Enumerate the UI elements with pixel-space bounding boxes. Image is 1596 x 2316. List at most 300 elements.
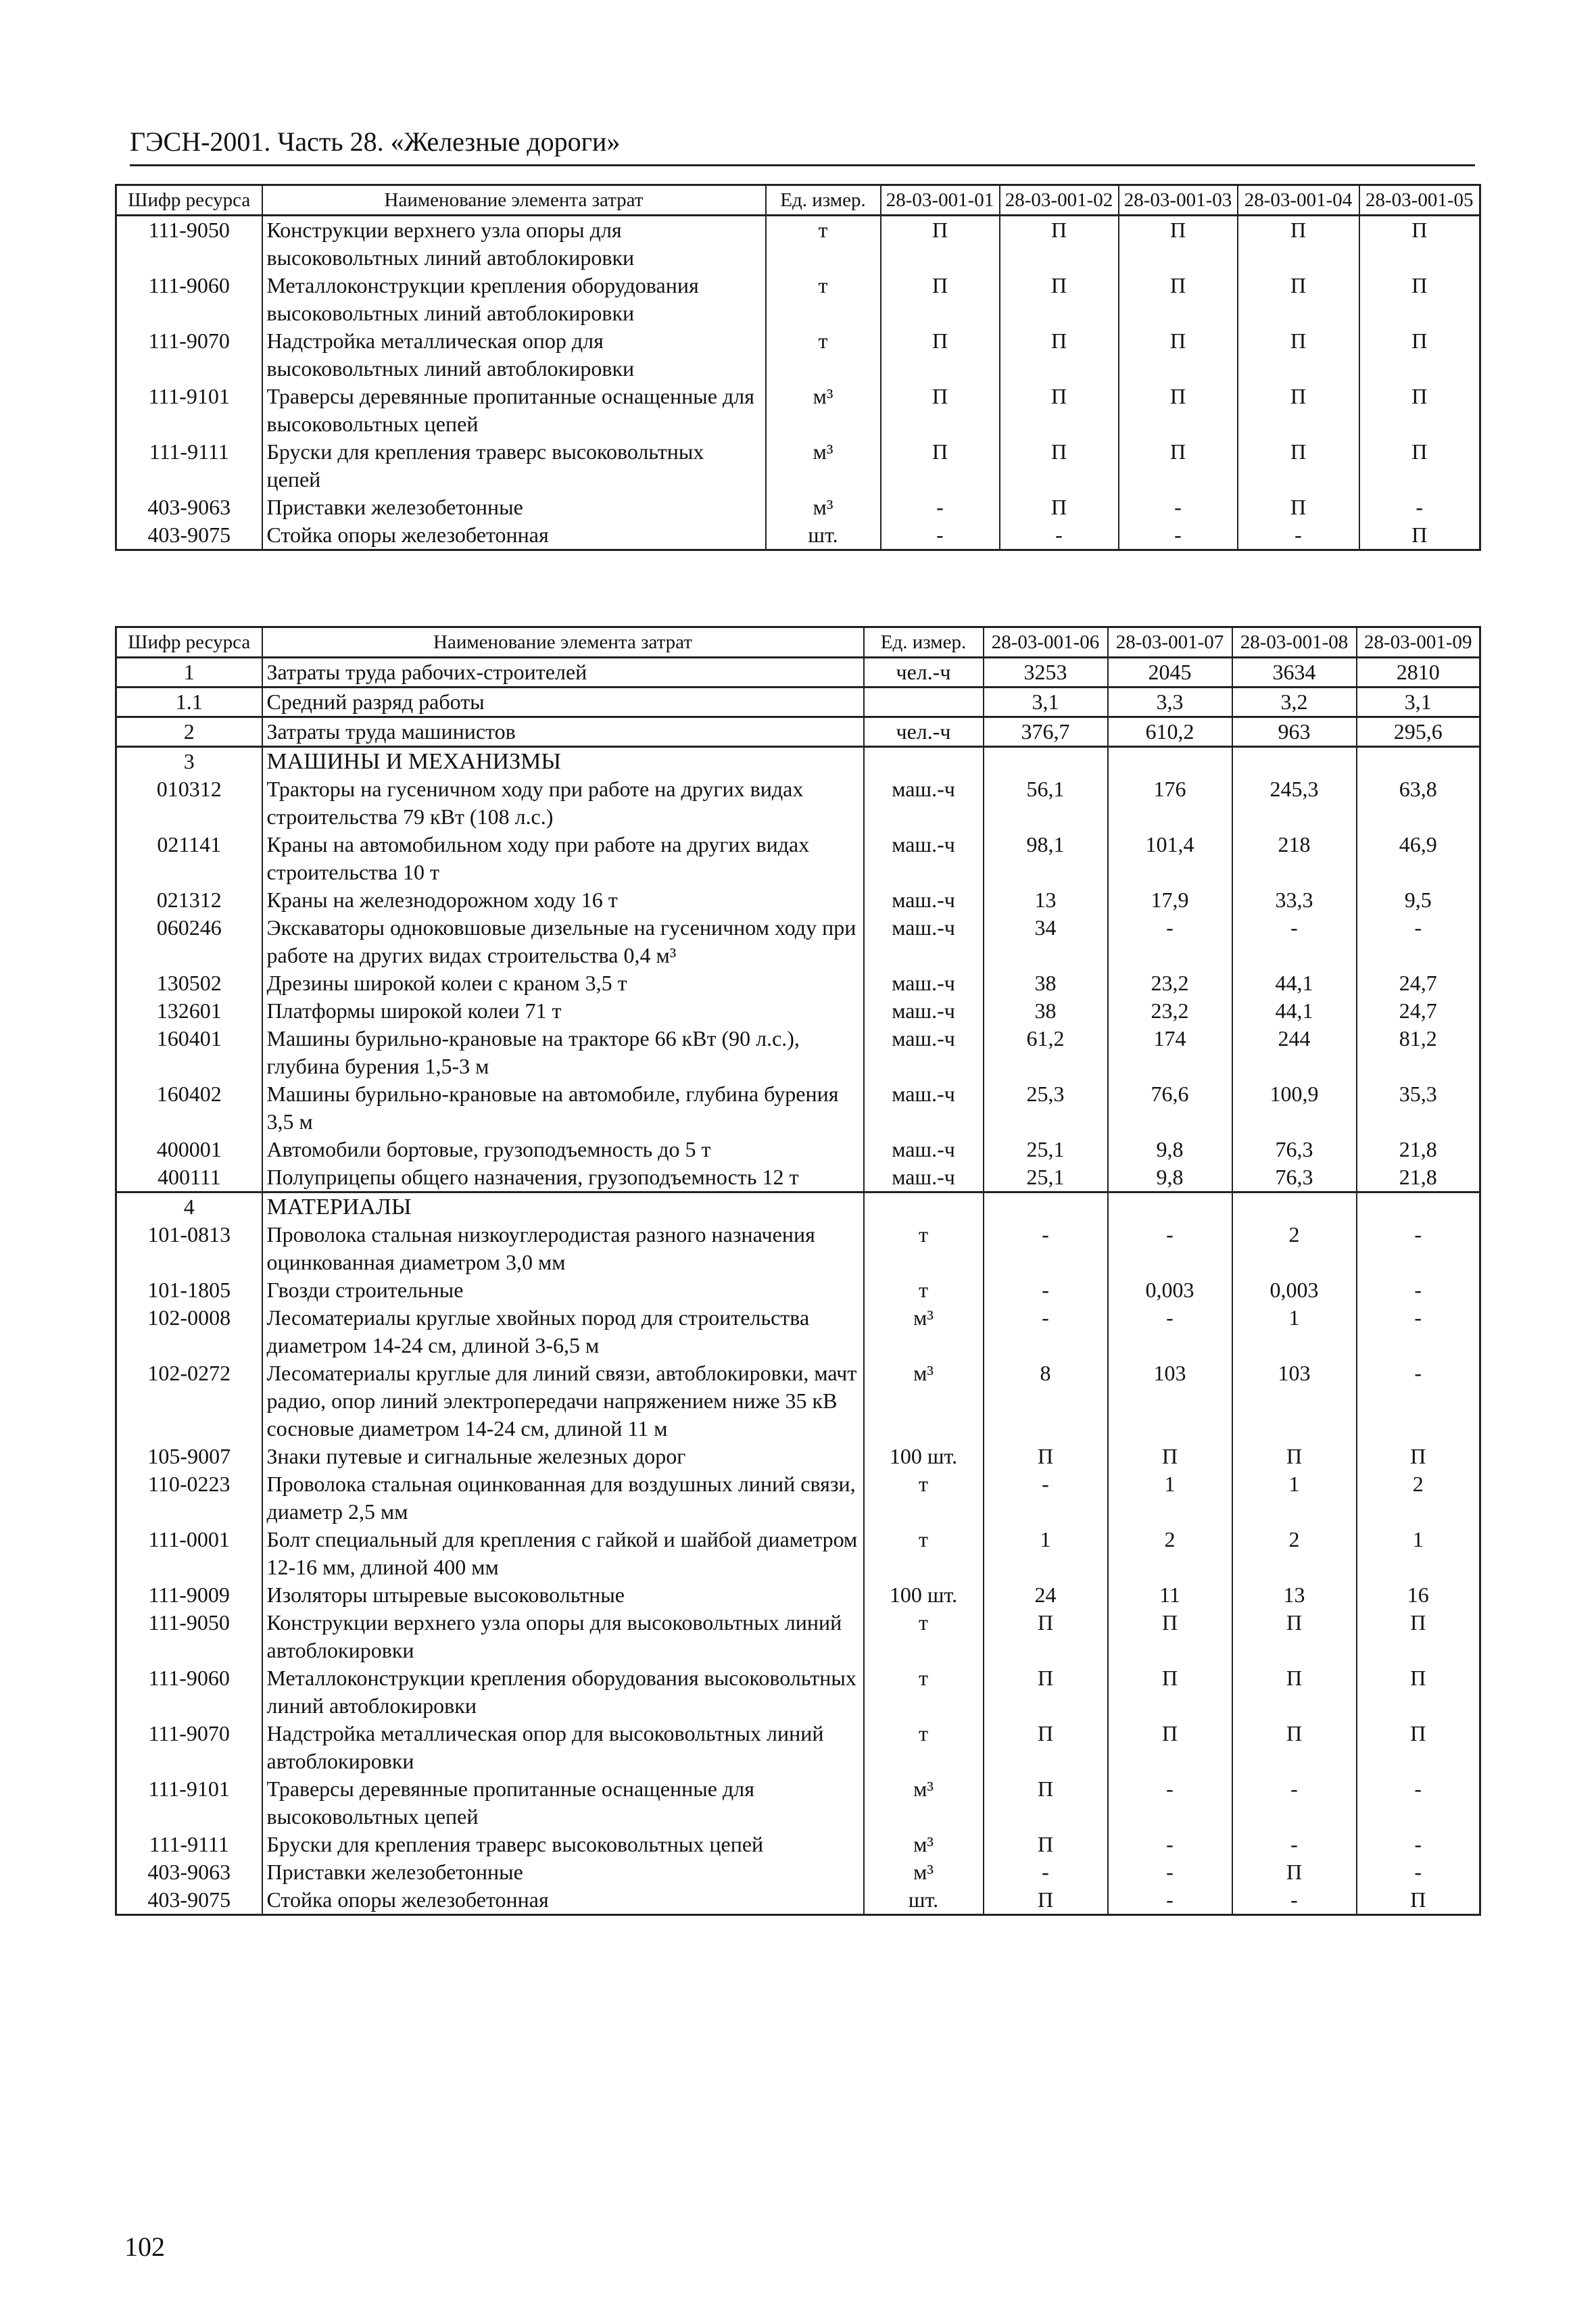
value-cell: - [1108,914,1232,969]
unit-cell: т [864,1470,984,1526]
value-cell: П [1000,327,1119,383]
value-cell: 376,7 [984,717,1108,747]
value-cell: 295,6 [1357,717,1480,747]
column-header: 28-03-001-05 [1359,185,1480,216]
table-row [116,1359,1480,1443]
table-row [116,1858,1480,1886]
unit-cell: маш.-ч [864,886,984,914]
value-cell: 44,1 [1232,969,1357,997]
value-cell: 0,003 [1232,1276,1357,1304]
resource-name: Платформы широкой колеи 71 т [262,997,864,1025]
value-cell: 25,3 [984,1080,1108,1136]
column-header: 28-03-001-03 [1119,185,1238,216]
value-cell: 176 [1108,775,1232,831]
value-cell: 2 [1232,1221,1357,1276]
value-cell: П [1357,1664,1480,1720]
unit-cell: т [766,216,881,272]
unit-cell: т [864,1609,984,1664]
unit-cell: м³ [766,438,881,493]
value-cell: - [1119,521,1238,550]
resource-code: 021312 [116,886,262,914]
value-cell: П [1108,1664,1232,1720]
value-cell: 103 [1232,1359,1357,1443]
value-cell: 46,9 [1357,831,1480,886]
resource-code: 111-9101 [116,1775,262,1831]
value-cell: 24,7 [1357,997,1480,1025]
unit-cell: т [766,327,881,383]
resource-code: 2 [116,717,262,747]
unit-cell: м³ [766,493,881,521]
value-cell: 63,8 [1357,775,1480,831]
value-cell: - [1357,1775,1480,1831]
value-cell: 244 [1232,1025,1357,1080]
resource-name: Стойка опоры железобетонная [262,1886,864,1915]
resource-name: Экскаваторы одноковшовые дизельные на гусеничном ходу при работе на других видах строительства 0,4 м³ [262,914,864,969]
resource-name: Дрезины широкой колеи с краном 3,5 т [262,969,864,997]
unit-cell: маш.-ч [864,831,984,886]
value-cell: - [1108,1221,1232,1276]
value-cell: - [1357,914,1480,969]
value-cell: 3,2 [1232,687,1357,717]
value-cell: - [881,493,1000,521]
value-cell: 2045 [1108,658,1232,687]
value-cell: П [1000,383,1119,438]
unit-cell: м³ [864,1359,984,1443]
table-row [116,1163,1480,1192]
resource-code: 4 [116,1192,262,1222]
table-header-row [116,185,1480,216]
unit-cell: м³ [864,1304,984,1359]
value-cell: П [984,1664,1108,1720]
unit-cell: маш.-ч [864,1080,984,1136]
resource-code: 111-0001 [116,1526,262,1581]
resource-name: МАШИНЫ И МЕХАНИЗМЫ [262,747,864,776]
resource-name: Автомобили бортовые, грузоподъемность до 5 т [262,1136,864,1163]
value-cell: 25,1 [984,1136,1108,1163]
value-cell: 23,2 [1108,969,1232,997]
value-cell: 8 [984,1359,1108,1443]
value-cell: П [984,1720,1108,1775]
value-cell: П [881,438,1000,493]
table-row [116,521,1480,550]
resource-code: 102-0272 [116,1359,262,1443]
resource-code: 102-0008 [116,1304,262,1359]
value-cell [1108,1192,1232,1222]
unit-cell: т [864,1276,984,1304]
value-cell: П [1357,1609,1480,1664]
value-cell: 76,6 [1108,1080,1232,1136]
unit-cell: м³ [864,1775,984,1831]
resource-code: 1 [116,658,262,687]
value-cell: - [984,1470,1108,1526]
resource-name: Средний разряд работы [262,687,864,717]
resource-name: Приставки железобетонные [262,493,766,521]
column-header: Шифр ресурса [116,185,262,216]
table-row [116,1276,1480,1304]
table-row [116,969,1480,997]
table-row [116,914,1480,969]
value-cell: - [1232,1775,1357,1831]
resource-code: 111-9009 [116,1581,262,1609]
resource-code: 021141 [116,831,262,886]
unit-cell: т [864,1664,984,1720]
unit-cell: маш.-ч [864,1163,984,1192]
column-header: 28-03-001-08 [1232,627,1357,658]
resource-code: 400111 [116,1163,262,1192]
resource-name: Полуприцепы общего назначения, грузоподъемность 12 т [262,1163,864,1192]
resource-code: 101-0813 [116,1221,262,1276]
resource-name: Гвозди строительные [262,1276,864,1304]
table-row [116,1136,1480,1163]
page-number: 102 [124,2231,165,2262]
unit-cell: т [864,1526,984,1581]
value-cell: 103 [1108,1359,1232,1443]
resource-code: 403-9063 [116,1858,262,1886]
resource-code: 160402 [116,1080,262,1136]
unit-cell: маш.-ч [864,1136,984,1163]
value-cell: 2 [1357,1470,1480,1526]
resource-name: Краны на железнодорожном ходу 16 т [262,886,864,914]
value-cell: 3,1 [1357,687,1480,717]
unit-cell: шт. [766,521,881,550]
value-cell: П [984,1831,1108,1858]
value-cell: П [881,272,1000,327]
unit-cell: маш.-ч [864,1025,984,1080]
unit-cell: маш.-ч [864,997,984,1025]
unit-cell: т [864,1720,984,1775]
resource-code: 111-9050 [116,1609,262,1664]
column-header: Наименование элемента затрат [262,185,766,216]
resource-name: Машины бурильно-крановые на автомобиле, глубина бурения 3,5 м [262,1080,864,1136]
value-cell: 13 [1232,1581,1357,1609]
value-cell: 76,3 [1232,1136,1357,1163]
value-cell: 11 [1108,1581,1232,1609]
value-cell: 24,7 [1357,969,1480,997]
value-cell: П [1000,493,1119,521]
value-cell: - [881,521,1000,550]
value-cell: - [1357,1831,1480,1858]
value-cell: - [1357,1276,1480,1304]
value-cell: 1 [1232,1470,1357,1526]
value-cell [984,1192,1108,1222]
column-header: Ед. измер. [864,627,984,658]
value-cell: - [1359,493,1480,521]
resource-code: 400001 [116,1136,262,1163]
table-row [116,886,1480,914]
table-row [116,1304,1480,1359]
resource-name: Траверсы деревянные пропитанные оснащенные для высоковольтных цепей [262,1775,864,1831]
value-cell: П [1000,272,1119,327]
value-cell: 1 [1357,1526,1480,1581]
unit-cell: шт. [864,1886,984,1915]
table-row [116,687,1480,717]
value-cell: - [984,1304,1108,1359]
value-cell: П [984,1609,1108,1664]
value-cell: 9,8 [1108,1163,1232,1192]
value-cell: - [984,1276,1108,1304]
column-header: 28-03-001-01 [881,185,1000,216]
unit-cell: маш.-ч [864,914,984,969]
value-cell: П [1357,1886,1480,1915]
value-cell: 218 [1232,831,1357,886]
value-cell: 1 [1108,1470,1232,1526]
value-cell: 2 [1108,1526,1232,1581]
unit-cell [864,747,984,776]
unit-cell: 100 шт. [864,1443,984,1470]
table-row [116,493,1480,521]
resource-code: 101-1805 [116,1276,262,1304]
value-cell: 23,2 [1108,997,1232,1025]
table-header-row [116,627,1480,658]
value-cell: 3634 [1232,658,1357,687]
value-cell: - [1232,914,1357,969]
table-row [116,1886,1480,1915]
table-row [116,775,1480,831]
value-cell: - [1108,1886,1232,1915]
value-cell: 1 [984,1526,1108,1581]
value-cell: 101,4 [1108,831,1232,886]
table-row [116,1192,1480,1222]
resource-table-2 [115,626,1481,1916]
value-cell [1232,1192,1357,1222]
value-cell: 81,2 [1357,1025,1480,1080]
value-cell: 34 [984,914,1108,969]
resource-code: 111-9111 [116,438,262,493]
resource-code: 111-9050 [116,216,262,272]
table-row [116,717,1480,747]
value-cell: П [1359,216,1480,272]
value-cell: 44,1 [1232,997,1357,1025]
resource-code: 111-9070 [116,327,262,383]
value-cell: 1 [1232,1304,1357,1359]
value-cell: - [1108,1831,1232,1858]
table-row [116,327,1480,383]
value-cell: П [1238,216,1359,272]
value-cell [1357,747,1480,776]
resource-name: Лесоматериалы круглые хвойных пород для строительства диаметром 14-24 см, длиной 3-6,5 м [262,1304,864,1359]
unit-cell [864,687,984,717]
value-cell: 245,3 [1232,775,1357,831]
resource-name: Бруски для крепления траверс высоковольтных цепей [262,1831,864,1858]
resource-name: Надстройка металлическая опор для высоковольтных линий автоблокировки [262,327,766,383]
value-cell: П [1357,1443,1480,1470]
value-cell: 174 [1108,1025,1232,1080]
value-cell: П [1238,327,1359,383]
value-cell: - [1108,1304,1232,1359]
resource-code: 403-9075 [116,521,262,550]
resource-name: Траверсы деревянные пропитанные оснащенные для высоковольтных цепей [262,383,766,438]
table-row [116,1609,1480,1664]
table-row [116,1526,1480,1581]
value-cell: - [1119,493,1238,521]
resource-name: Знаки путевые и сигнальные железных дорог [262,1443,864,1470]
resource-name: Проволока стальная низкоуглеродистая разного назначения оцинкованная диаметром 3,0 мм [262,1221,864,1276]
value-cell: П [1232,1609,1357,1664]
value-cell: П [1119,272,1238,327]
resource-code: 111-9060 [116,272,262,327]
resource-table-1 [115,184,1481,551]
unit-cell: чел.-ч [864,717,984,747]
resource-code: 160401 [116,1025,262,1080]
value-cell: П [881,327,1000,383]
value-cell: П [881,216,1000,272]
value-cell: П [1108,1609,1232,1664]
value-cell [984,747,1108,776]
value-cell: 610,2 [1108,717,1232,747]
unit-cell: маш.-ч [864,969,984,997]
table-row [116,831,1480,886]
resource-name: Машины бурильно-крановые на тракторе 66 кВт (90 л.с.), глубина бурения 1,5-3 м [262,1025,864,1080]
value-cell: П [1238,438,1359,493]
column-header: 28-03-001-07 [1108,627,1232,658]
column-header: 28-03-001-09 [1357,627,1480,658]
value-cell: 35,3 [1357,1080,1480,1136]
value-cell: П [1359,438,1480,493]
resource-name: Лесоматериалы круглые для линий связи, автоблокировки, мачт радио, опор линий электропередачи напряжением ниже 35 кВ сосновые диаметром 14-24 см, длиной 11 м [262,1359,864,1443]
table-row [116,1831,1480,1858]
table-row [116,272,1480,327]
table-row [116,1664,1480,1720]
unit-cell: 100 шт. [864,1581,984,1609]
value-cell: 21,8 [1357,1163,1480,1192]
resource-code: 010312 [116,775,262,831]
value-cell: 61,2 [984,1025,1108,1080]
value-cell: - [984,1221,1108,1276]
value-cell: П [1232,1720,1357,1775]
value-cell: П [1119,216,1238,272]
value-cell [1232,747,1357,776]
unit-cell: чел.-ч [864,658,984,687]
value-cell: П [1357,1720,1480,1775]
value-cell: - [1357,1304,1480,1359]
value-cell: П [1000,216,1119,272]
resource-name: Надстройка металлическая опор для высоковольтных линий автоблокировки [262,1720,864,1775]
value-cell: 3253 [984,658,1108,687]
resource-name: Металлоконструкции крепления оборудования высоковольтных линий автоблокировки [262,272,766,327]
column-header: 28-03-001-06 [984,627,1108,658]
value-cell: П [984,1886,1108,1915]
table-row [116,1443,1480,1470]
resource-name: Затраты труда рабочих-строителей [262,658,864,687]
resource-name: Конструкции верхнего узла опоры для высоковольтных линий автоблокировки [262,216,766,272]
value-cell: 98,1 [984,831,1108,886]
value-cell [1357,1192,1480,1222]
table-row [116,1581,1480,1609]
column-header: 28-03-001-02 [1000,185,1119,216]
value-cell: 0,003 [1108,1276,1232,1304]
value-cell: - [984,1858,1108,1886]
table-row [116,383,1480,438]
resource-code: 110-0223 [116,1470,262,1526]
unit-cell: т [766,272,881,327]
resource-code: 111-9060 [116,1664,262,1720]
resource-name: Изоляторы штыревые высоковольтные [262,1581,864,1609]
column-header: 28-03-001-04 [1238,185,1359,216]
value-cell: П [1232,1858,1357,1886]
value-cell: П [984,1775,1108,1831]
table-row [116,1775,1480,1831]
resource-code: 1.1 [116,687,262,717]
resource-name: Конструкции верхнего узла опоры для высоковольтных линий автоблокировки [262,1609,864,1664]
value-cell: П [1238,272,1359,327]
value-cell: 3,1 [984,687,1108,717]
table-row [116,997,1480,1025]
table-row [116,1470,1480,1526]
resource-name: Краны на автомобильном ходу при работе на других видах строительства 10 т [262,831,864,886]
resource-code: 060246 [116,914,262,969]
value-cell: 56,1 [984,775,1108,831]
resource-name: Проволока стальная оцинкованная для воздушных линий связи, диаметр 2,5 мм [262,1470,864,1526]
value-cell: 33,3 [1232,886,1357,914]
value-cell: П [1119,438,1238,493]
value-cell: П [1359,521,1480,550]
value-cell: - [1357,1858,1480,1886]
unit-cell: м³ [766,383,881,438]
resource-name: Бруски для крепления траверс высоковольтных цепей [262,438,766,493]
value-cell: 24 [984,1581,1108,1609]
value-cell: - [1232,1831,1357,1858]
value-cell: 2 [1232,1526,1357,1581]
value-cell: П [1232,1664,1357,1720]
value-cell: П [1232,1443,1357,1470]
value-cell: - [1108,1775,1232,1831]
resource-code: 3 [116,747,262,776]
resource-name: Приставки железобетонные [262,1858,864,1886]
value-cell: - [1232,1886,1357,1915]
value-cell: 21,8 [1357,1136,1480,1163]
value-cell: 2810 [1357,658,1480,687]
value-cell [1108,747,1232,776]
resource-name: Тракторы на гусеничном ходу при работе на других видах строительства 79 кВт (108 л.с.) [262,775,864,831]
running-head: ГЭСН-2001. Часть 28. «Железные дороги» [130,126,1475,166]
table-row [116,438,1480,493]
value-cell: П [1238,493,1359,521]
table-row [116,1720,1480,1775]
value-cell: 100,9 [1232,1080,1357,1136]
value-cell: П [1359,383,1480,438]
value-cell: 963 [1232,717,1357,747]
value-cell: 13 [984,886,1108,914]
resource-code: 403-9063 [116,493,262,521]
resource-code: 111-9070 [116,1720,262,1775]
column-header: Шифр ресурса [116,627,262,658]
resource-name: МАТЕРИАЛЫ [262,1192,864,1222]
column-header: Ед. измер. [766,185,881,216]
table-row [116,216,1480,272]
value-cell: П [1359,272,1480,327]
value-cell: П [1238,383,1359,438]
column-header: Наименование элемента затрат [262,627,864,658]
value-cell: П [1359,327,1480,383]
resource-code: 130502 [116,969,262,997]
unit-cell: м³ [864,1858,984,1886]
value-cell: - [1108,1858,1232,1886]
resource-name: Металлоконструкции крепления оборудования высоковольтных линий автоблокировки [262,1664,864,1720]
value-cell: - [1238,521,1359,550]
value-cell: 38 [984,997,1108,1025]
value-cell: П [1108,1720,1232,1775]
resource-name: Стойка опоры железобетонная [262,521,766,550]
table-row [116,658,1480,687]
value-cell: - [1357,1359,1480,1443]
resource-code: 403-9075 [116,1886,262,1915]
value-cell: 17,9 [1108,886,1232,914]
resource-code: 105-9007 [116,1443,262,1470]
resource-name: Болт специальный для крепления с гайкой и шайбой диаметром 12-16 мм, длиной 400 мм [262,1526,864,1581]
resource-name: Затраты труда машинистов [262,717,864,747]
unit-cell: т [864,1221,984,1276]
value-cell: П [1119,327,1238,383]
